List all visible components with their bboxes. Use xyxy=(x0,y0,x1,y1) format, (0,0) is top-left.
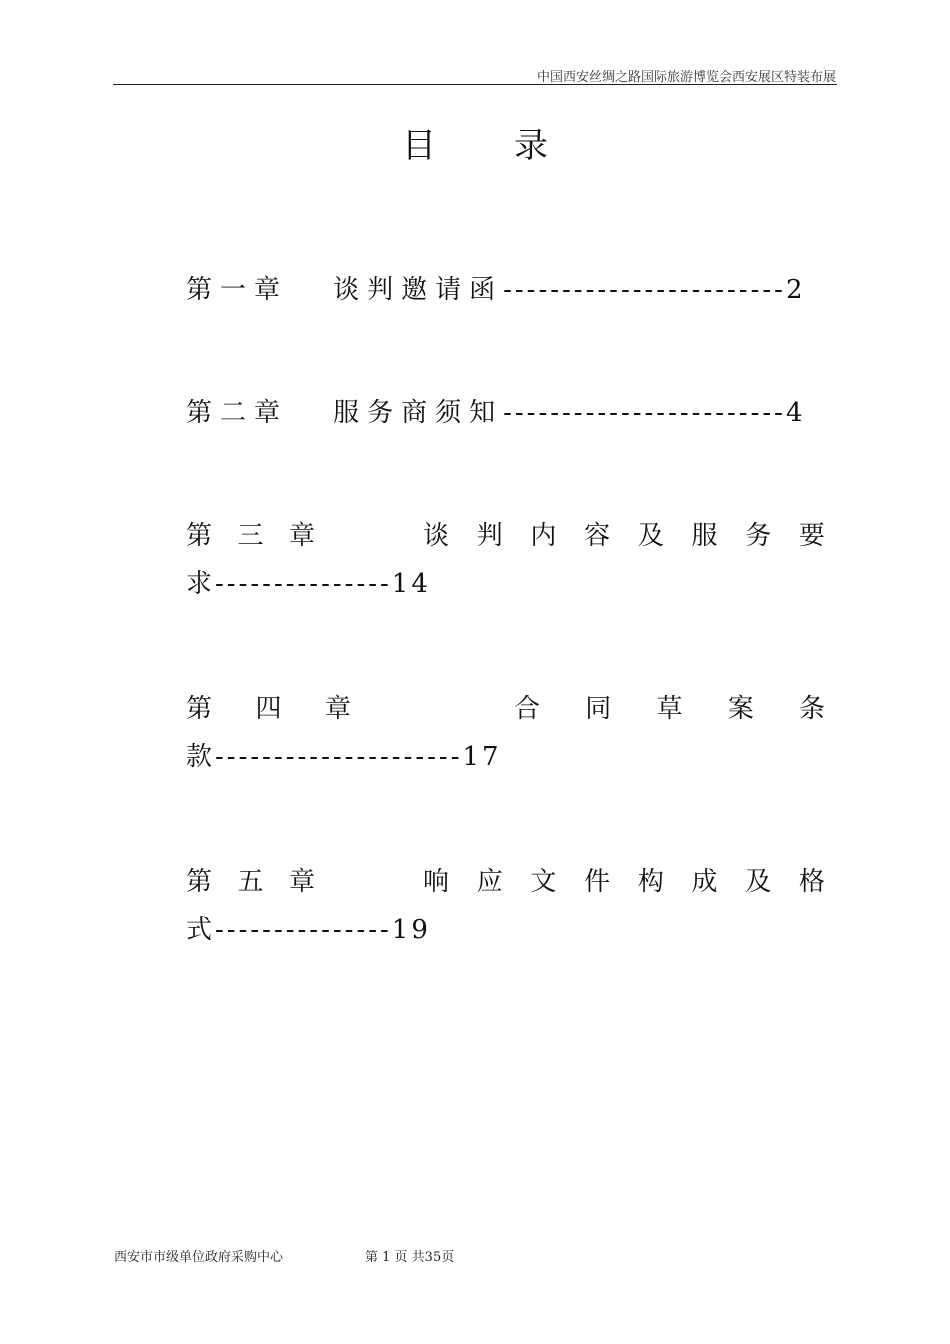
toc-entry-name: 谈判邀请函 xyxy=(333,275,504,305)
toc-entry-leader: --------------------- xyxy=(215,742,463,772)
toc-entry-leader: ------------------------ xyxy=(503,398,786,428)
toc-entry-4[interactable] xyxy=(186,685,828,781)
toc-char: 及 xyxy=(745,867,775,897)
footer-organization: 西安市市级单位政府采购中心 xyxy=(114,1250,284,1265)
toc-char: 章 xyxy=(288,521,318,551)
toc-char: 要 xyxy=(798,521,828,551)
toc-entry-page: 19 xyxy=(391,915,431,945)
toc-entry-page: 2 xyxy=(785,275,806,305)
toc-char: 成 xyxy=(691,867,721,897)
toc-char: 同 xyxy=(585,694,615,724)
toc-entry-chapter: 第二章 xyxy=(186,398,289,428)
toc-entry-chapter xyxy=(186,512,318,560)
toc-char: 应 xyxy=(476,867,506,897)
toc-char: 响 xyxy=(423,867,453,897)
toc-char: 条 xyxy=(798,694,828,724)
toc-char: 章 xyxy=(288,867,318,897)
toc-entry-name xyxy=(423,858,828,906)
toc-entry-name xyxy=(423,512,828,560)
toc-entry-chapter: 第一章 xyxy=(186,275,289,305)
toc-entry-leader: ------------------------ xyxy=(503,275,786,305)
toc-entry-3[interactable] xyxy=(186,512,828,608)
toc-char: 三 xyxy=(237,521,267,551)
toc-entry-page: 4 xyxy=(785,398,806,428)
toc-entry-continuation: 款 xyxy=(186,742,216,772)
toc-char: 谈 xyxy=(423,521,453,551)
toc-char: 判 xyxy=(476,521,506,551)
toc-entry-chapter xyxy=(186,685,354,733)
toc-entry-chapter xyxy=(186,858,318,906)
toc-entry-first-line xyxy=(186,512,828,560)
toc-char: 构 xyxy=(637,867,667,897)
toc-char: 四 xyxy=(255,694,285,724)
toc-entry-page: 17 xyxy=(462,742,502,772)
footer-page-number: 第 1 页 共35页 xyxy=(365,1250,455,1265)
toc-char: 文 xyxy=(530,867,560,897)
toc-entry-5[interactable] xyxy=(186,858,828,954)
toc-char: 容 xyxy=(584,521,614,551)
toc-entry-continuation: 式 xyxy=(186,915,216,945)
running-header: 中国西安丝绸之路国际旅游博览会西安展区特装布展 xyxy=(536,70,836,85)
toc-entry-first-line xyxy=(186,685,828,733)
toc-entry-name: 服务商须知 xyxy=(333,398,504,428)
toc-entry-continuation: 求 xyxy=(186,569,216,599)
toc-char: 草 xyxy=(656,694,686,724)
toc-title: 目录 xyxy=(402,126,626,166)
toc-char: 第 xyxy=(186,521,216,551)
toc-char: 章 xyxy=(324,694,354,724)
toc-char: 第 xyxy=(186,694,216,724)
toc-char: 五 xyxy=(237,867,267,897)
toc-char: 及 xyxy=(637,521,667,551)
toc-entry-leader: --------------- xyxy=(215,915,392,945)
toc-char: 务 xyxy=(745,521,775,551)
toc-char: 件 xyxy=(584,867,614,897)
toc-entry-page: 14 xyxy=(391,569,431,599)
toc-entry-1[interactable] xyxy=(186,266,828,314)
toc-char: 格 xyxy=(798,867,828,897)
toc-char: 内 xyxy=(530,521,560,551)
toc-entry-leader: --------------- xyxy=(215,569,392,599)
toc-char: 案 xyxy=(727,694,757,724)
toc-char: 第 xyxy=(186,867,216,897)
toc-entry-2[interactable] xyxy=(186,389,828,437)
toc-char: 服 xyxy=(691,521,721,551)
header-rule xyxy=(113,84,837,85)
toc-entry-name xyxy=(514,685,828,733)
toc-entry-first-line xyxy=(186,858,828,906)
toc-char: 合 xyxy=(514,694,544,724)
